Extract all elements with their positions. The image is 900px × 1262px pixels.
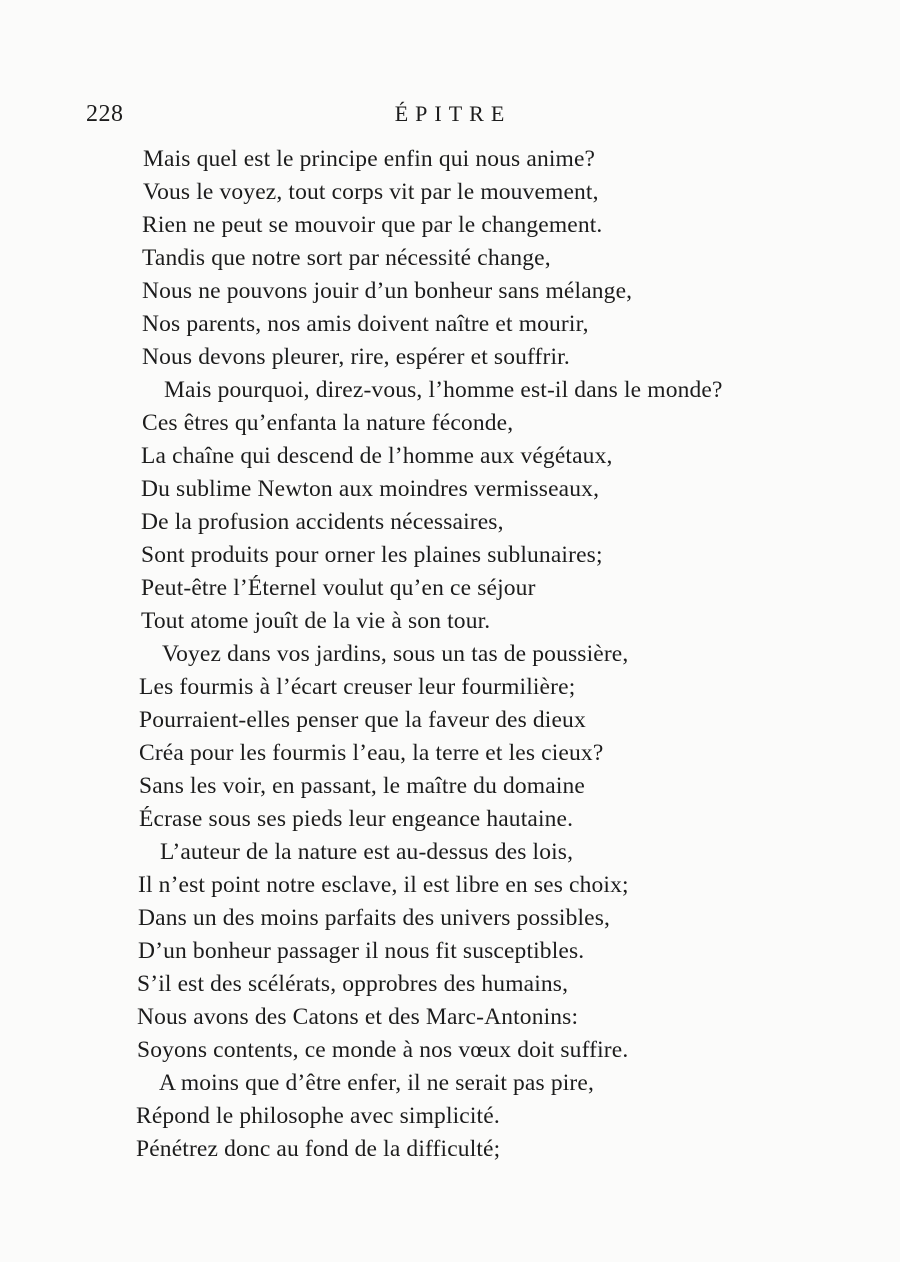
verse-line: Peut-être l’Éternel voulut qu’en ce séjour [141,575,536,601]
page-number: 228 [86,101,124,127]
verse-line: D’un bonheur passager il nous fit susceptibles. [138,938,585,964]
verse-line: Mais quel est le principe enfin qui nous anime? [143,146,596,172]
verse-line: Mais pourquoi, direz-vous, l’homme est-il dans le monde? [164,377,723,403]
verse-line: Il n’est point notre esclave, il est libre en ses choix; [138,872,629,898]
verse-line: Nous avons des Catons et des Marc-Antonins: [137,1004,579,1030]
verse-line: De la profusion accidents nécessaires, [141,509,504,535]
verse-line: Nous devons pleurer, rire, espérer et souffrir. [142,344,570,370]
verse-line: Les fourmis à l’écart creuser leur fourmilière; [139,674,576,700]
running-title: ÉPITRE [394,101,512,126]
verse-line: Sans les voir, en passant, le maître du domaine [139,773,585,799]
verse-line: Créa pour les fourmis l’eau, la terre et les cieux? [139,740,604,766]
verse-line: Pourraient-elles penser que la faveur des dieux [139,707,586,733]
verse-line: Écrase sous ses pieds leur engeance hautaine. [139,806,574,832]
verse-line: Voyez dans vos jardins, sous un tas de poussière, [162,641,629,667]
verse-line: L’auteur de la nature est au-dessus des lois, [160,839,574,865]
verse-line: Tout atome jouît de la vie à son tour. [141,608,491,634]
verse-line: Nous ne pouvons jouir d’un bonheur sans mélange, [142,278,633,304]
verse-line: Dans un des moins parfaits des univers possibles, [138,905,611,931]
verse-line: Ces êtres qu’enfanta la nature féconde, [142,410,514,436]
verse-line: Pénétrez donc au fond de la difficulté; [136,1136,501,1162]
verse-line: Vous le voyez, tout corps vit par le mouvement, [143,179,599,205]
verse-line: Rien ne peut se mouvoir que par le changement. [142,212,603,238]
verse-line: Soyons contents, ce monde à nos vœux doit suffire. [137,1037,629,1063]
verse-line: Tandis que notre sort par nécessité change, [142,245,551,271]
verse-line: S’il est des scélérats, opprobres des humains, [137,971,569,997]
verse-line: Nos parents, nos amis doivent naître et mourir, [142,311,589,337]
verse-line: Du sublime Newton aux moindres vermisseaux, [141,476,600,502]
verse-line: Sont produits pour orner les plaines sublunaires; [141,542,603,568]
verse-line: Répond le philosophe avec simplicité. [136,1103,500,1129]
verse-line: A moins que d’être enfer, il ne serait pas pire, [159,1070,594,1096]
verse-line: La chaîne qui descend de l’homme aux végétaux, [141,443,613,469]
